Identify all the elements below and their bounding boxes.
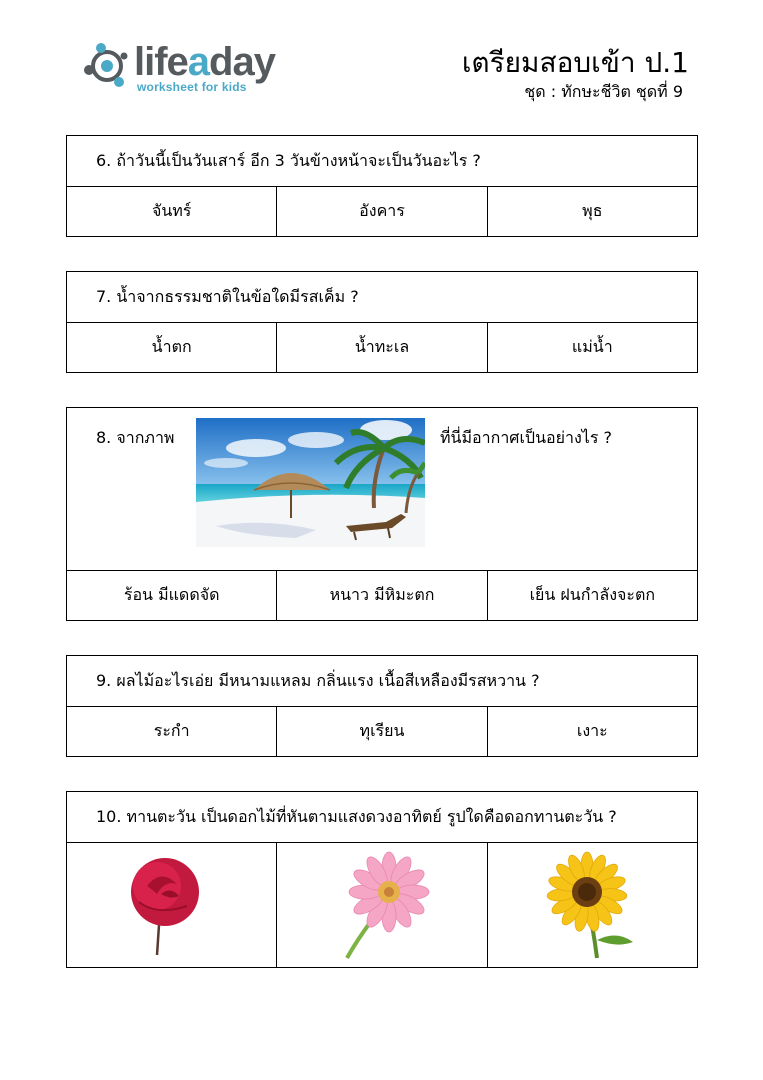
lifeaday-logo [82,38,282,98]
question-text: 9. ผลไม้อะไรเอ่ย มีหนามแหลม กลิ่นแรง เนื้อสีเหลืองมีรสหวาน ? [67,656,697,707]
page-title: เตรียมสอบเข้า ป.1 [461,46,689,79]
answer-option[interactable]: เงาะ [576,721,608,740]
question-7 [66,271,698,373]
logo-tagline: worksheet for kids [137,80,247,94]
answer-options [67,323,697,372]
answer-option-gerbera[interactable] [277,843,487,967]
answer-options [67,571,697,620]
answer-options [67,707,697,756]
answer-options [67,843,697,967]
question-6 [66,135,698,237]
page-subtitle: ชุด : ทักษะชีวิต ชุดที่ 9 [524,82,683,101]
question-text-end: ที่นี่มีอากาศเป็นอย่างไร ? [440,428,613,447]
answer-option[interactable]: ทุเรียน [277,707,487,756]
sunflower-image [537,850,647,960]
question-text-area [67,408,697,571]
answer-option[interactable]: ระกำ [67,707,277,756]
question-9 [66,655,698,757]
answer-option[interactable]: หนาว มีหิมะตก [277,571,487,620]
question-10 [66,791,698,968]
question-text: 7. น้ำจากธรรมชาติในข้อใดมีรสเค็ม ? [67,272,697,323]
answer-option[interactable]: พุธ [582,201,603,220]
answer-option[interactable]: น้ำทะเล [277,323,487,372]
answer-option[interactable]: อังคาร [277,187,487,236]
logo-molecule-icon [82,40,132,90]
answer-option-sunflower[interactable] [488,843,697,967]
answer-option[interactable]: เย็น ฝนกำลังจะตก [529,585,656,604]
beach-image [196,418,425,547]
question-8 [66,407,698,621]
answer-option[interactable]: น้ำตก [67,323,277,372]
answer-option[interactable]: จันทร์ [67,187,277,236]
question-text-start: 8. จากภาพ [96,428,175,447]
gerbera-image [327,850,437,960]
rose-image [117,850,227,960]
answer-options [67,187,697,236]
question-text: 6. ถ้าวันนี้เป็นวันเสาร์ อีก 3 วันข้างหน้าจะเป็นวันอะไร ? [67,136,697,187]
logo-wordmark: lifeaday [134,40,275,84]
answer-option-rose[interactable] [67,843,277,967]
answer-option[interactable]: ร้อน มีแดดจัด [67,571,277,620]
question-text: 10. ทานตะวัน เป็นดอกไม้ที่หันตามแสงดวงอาทิตย์ รูปใดคือดอกทานตะวัน ? [67,792,697,843]
answer-option[interactable]: แม่น้ำ [571,337,613,356]
